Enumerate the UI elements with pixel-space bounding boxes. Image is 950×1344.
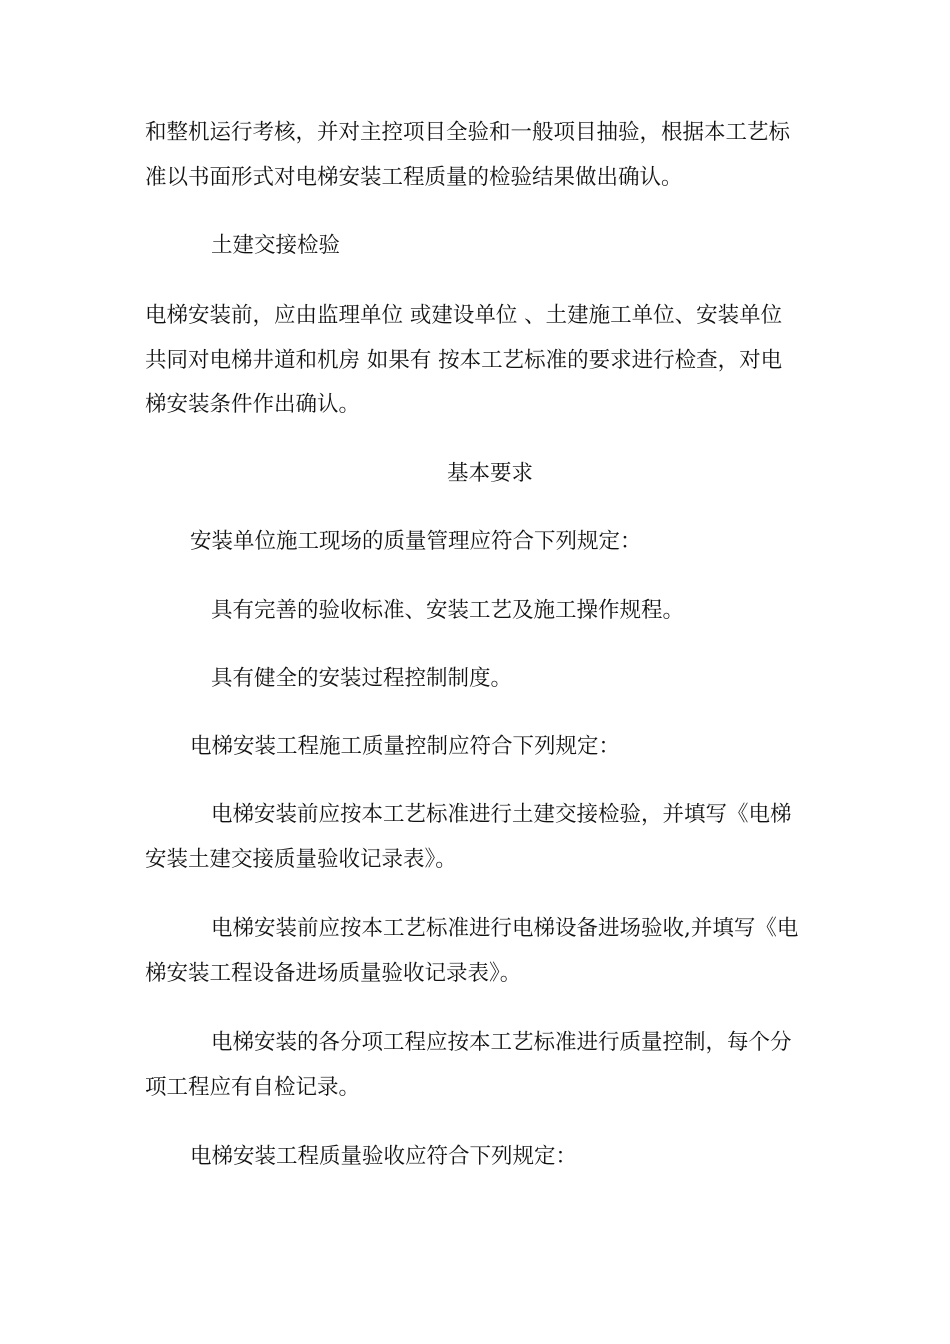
list-item-line: 梯安装工程设备进场质量验收记录表》。: [145, 961, 522, 986]
section-heading: 土建交接检验: [211, 233, 341, 258]
paragraph-line: 和整机运行考核，并对主控项目全验和一般项目抽验，根据本工艺标: [145, 120, 791, 145]
list-item-line: 电梯安装前应按本工艺标准进行电梯设备进场验收,并填写《电: [211, 916, 799, 941]
paragraph-line: 共同对电梯井道和机房 如果有 按本工艺标准的要求进行检查，对电: [145, 348, 783, 373]
list-item-line: 电梯安装前应按本工艺标准进行土建交接检验，并填写《电梯: [211, 802, 792, 827]
paragraph-line: 电梯安装工程质量验收应符合下列规定：: [190, 1144, 578, 1169]
paragraph-line: 电梯安装工程施工质量控制应符合下列规定：: [190, 734, 621, 759]
paragraph-line: 梯安装条件作出确认。: [145, 392, 361, 417]
paragraph-line: 安装单位施工现场的质量管理应符合下列规定：: [190, 529, 642, 554]
paragraph-line: 准以书面形式对电梯安装工程质量的检验结果做出确认。: [145, 165, 683, 190]
list-item-line: 项工程应有自检记录。: [145, 1075, 361, 1100]
section-heading-centered: 基本要求: [446, 461, 533, 486]
list-item-line: 电梯安装的各分项工程应按本工艺标准进行质量控制，每个分: [211, 1030, 792, 1055]
list-item-line: 具有完善的验收标准、安装工艺及施工操作规程。: [211, 598, 685, 623]
list-item-line: 安装土建交接质量验收记录表》。: [145, 847, 457, 872]
list-item-line: 具有健全的安装过程控制制度。: [211, 666, 513, 691]
paragraph-line: 电梯安装前，应由监理单位 或建设单位 、土建施工单位、安装单位: [145, 303, 783, 328]
